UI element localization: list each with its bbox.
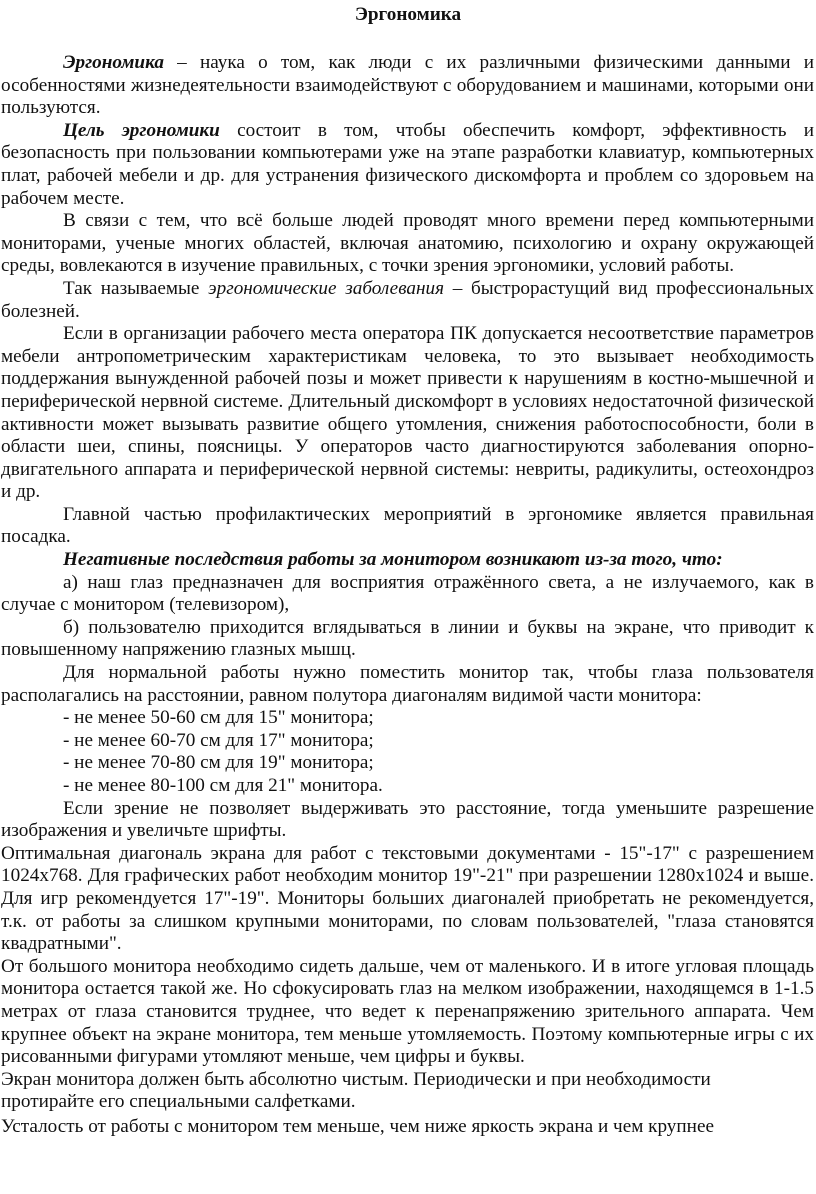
- paragraph-workplace: Если в организации рабочего места оператора ПК допускается несоответствие параметров мебели антропометрическим характеристикам человека, то это вызывает необходимость поддержания вынужденной рабочей позы и может привести к нарушениям в костно-мышечной и периферической нервной системе. Длительный дискомфорт в условиях недостаточной физической активности может вызывать развитие общего утомления, снижения работоспособности, боли в области шеи, спины, поясницы. У операторов часто диагностируются заболевания опорно-двигательного аппарата и периферической нервной системы: невриты, радикулиты, остеохондроз и др.: [1, 323, 814, 503]
- paragraph-prevention: Главной частью профилактических мероприятий в эргономике является правильная посадка.: [1, 503, 814, 548]
- paragraph-definition: [1, 52, 814, 120]
- paragraph-research: В связи с тем, что всё больше людей проводят много времени перед компьютерными мониторами, ученые многих областей, включая анатомию, психологию и охрану окружающей среды, вовлекаются в изучение правильных, с точки зрения эргономики, условий работы.: [1, 210, 814, 277]
- term-goal: Цель эргономики: [63, 119, 220, 141]
- paragraph-brightness: Усталость от работы с монитором тем меньше, чем ниже яркость экрана и чем крупнее: [1, 1115, 714, 1137]
- diseases-after: – быстрорастущий вид профессиональных болезней.: [1, 277, 814, 322]
- list-item: - не менее 80-100 см для 21" монитора.: [63, 775, 383, 796]
- paragraph-large-monitor: От большого монитора необходимо сидеть дальше, чем от маленького. И в итоге угловая площадь монитора остается такой же. Но сфокусировать глаз на мелком изображении, находящемся в 1-1.5 метрах от глаза становится труднее, что ведет к перенапряжению зрительного аппарата. Чем крупнее объект на экране монитора, тем меньше утомляемость. Поэтому компьютерные игры с их рисованными фигурами утомляют меньше, чем цифры и буквы.: [1, 955, 814, 1068]
- list-item: - не менее 50-60 см для 15" монитора;: [63, 707, 374, 729]
- definition-text: – наука о том, как люди с их различными физическими данными и особенностями жизнедеятельности взаимодействуют с оборудованием и машинами, которыми они пользуются.: [1, 52, 814, 119]
- document-title: Эргономика: [354, 4, 462, 25]
- paragraph-optimal-diagonal: Оптимальная диагональ экрана для работ с текстовыми документами - 15"-17" с разрешением 1024x768. Для графических работ необходим монитор 19"-21" при разрешении 1280x1024 и выше. Для игр рекомендуется 17"-19". Мониторы больших диагоналей приобретать не рекомендуется, т.к. от работы за слишком крупными мониторами, по словам пользователей, "глаза становятся квадратными".: [1, 842, 814, 955]
- paragraph-clean-screen: [1, 1069, 814, 1114]
- clean-screen-line1: Экран монитора должен быть абсолютно чистым. Периодически и при необходимости: [1, 1068, 711, 1090]
- term-ergonomic-diseases: эргономические заболевания: [208, 277, 445, 299]
- paragraph-resolution: Если зрение не позволяет выдерживать это расстояние, тогда уменьшите разрешение изображения и увеличьте шрифты.: [1, 797, 814, 842]
- clean-screen-line2: протирайте его специальными салфетками.: [1, 1091, 356, 1113]
- paragraph-goal: [1, 120, 814, 210]
- negative-effects-heading: Негативные последствия работы за монитором возникают из-за того, что:: [63, 549, 723, 571]
- list-item: - не менее 70-80 см для 19" монитора;: [63, 752, 374, 774]
- diseases-before: Так называемые: [63, 277, 209, 299]
- document-body: [0, 52, 816, 1139]
- reason-b: б) пользователю приходится вглядываться в линии и буквы на экране, что приводит к повышенному напряжению глазных мышц.: [1, 616, 814, 661]
- paragraph-diseases: [1, 278, 814, 323]
- paragraph-distance: Для нормальной работы нужно поместить монитор так, чтобы глаза пользователя располагались на расстоянии, равном полутора диагоналям видимой части монитора:: [1, 662, 814, 706]
- goal-text: состоит в том, чтобы обеспечить комфорт, эффективность и безопасность при пользовании компьютерами уже на этапе разработки клавиатур, компьютерных плат, рабочей мебели и др. для устранения физического дискомфорта и проблем со здоровьем на рабочем месте.: [1, 119, 814, 209]
- term-ergonomics: Эргономика: [63, 52, 164, 73]
- list-item: - не менее 60-70 см для 17" монитора;: [63, 729, 374, 751]
- reason-a: а) наш глаз предназначен для восприятия отражённого света, а не излучаемого, как в случае с монитором (телевизором),: [1, 571, 814, 616]
